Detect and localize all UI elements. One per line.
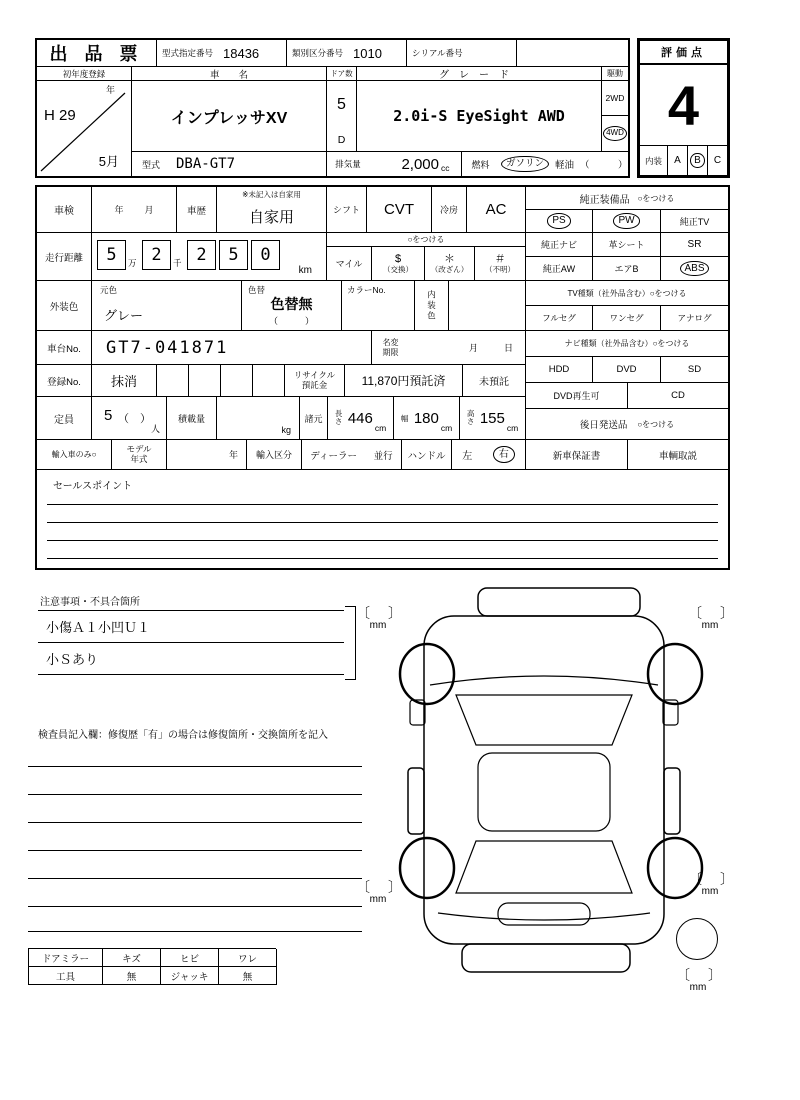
hood-line bbox=[430, 676, 658, 685]
import-class-label: 輸入区分 bbox=[247, 440, 302, 470]
first-reg-year-unit: 年 bbox=[105, 85, 115, 95]
inspector-line-3 bbox=[28, 822, 362, 823]
mm-unit: mm bbox=[689, 982, 707, 993]
first-registration-body bbox=[37, 81, 131, 176]
wheel-front-left bbox=[400, 644, 454, 704]
mm-unit: mm bbox=[369, 894, 387, 905]
rear-deck bbox=[498, 903, 590, 925]
navi-hdd: HDD bbox=[526, 357, 593, 383]
equip-airbag: エアB bbox=[593, 257, 661, 281]
sales-line-2 bbox=[47, 522, 718, 523]
grade-header: グレード bbox=[357, 67, 601, 81]
model-code-value: 18436 bbox=[223, 45, 260, 61]
interior-grade-c: C bbox=[713, 155, 722, 166]
displacement-unit-cell: cc bbox=[439, 152, 462, 176]
evaluation-score: 4 bbox=[667, 73, 700, 137]
first-reg-era: H 29 bbox=[44, 107, 76, 124]
recycle-not-deposited: 未預託 bbox=[463, 365, 525, 397]
mileage-km-unit: km bbox=[298, 265, 312, 276]
import-dealer: ディーラー bbox=[310, 450, 358, 462]
inspector-note: 検査員記入欄：修復歴「有」の場合は修復箇所・交換箇所を記入 bbox=[38, 730, 328, 741]
inspector-line-7 bbox=[28, 931, 362, 932]
evaluation-box bbox=[637, 38, 730, 178]
class-code-value: 1010 bbox=[353, 45, 382, 61]
main-table bbox=[35, 185, 730, 570]
model-code-label: 型式指定番号 bbox=[162, 48, 214, 58]
doors-header: ドア数 bbox=[327, 67, 356, 81]
rear-bumper bbox=[462, 944, 630, 972]
color-change-value: 色替無 bbox=[270, 296, 313, 312]
notes-title: 注意事項・不具合箇所 bbox=[40, 597, 140, 608]
reg-box-4 bbox=[221, 365, 253, 397]
rocker-right bbox=[664, 768, 680, 834]
width-unit: cm bbox=[440, 423, 453, 433]
base-color-value: グレー bbox=[104, 308, 144, 323]
base-color-label: 元色 bbox=[100, 285, 118, 295]
navi-dvd: DVD bbox=[593, 357, 661, 383]
tv-type-title: TV種類（社外品含む）○をつける bbox=[526, 281, 728, 306]
equipment-title-row bbox=[526, 187, 728, 210]
mileage-tamper-cell bbox=[425, 247, 475, 281]
evaluation-header: 評価点 bbox=[640, 41, 727, 65]
later-shipping-label: 後日発送品 bbox=[579, 420, 628, 431]
history-value: 自家用 bbox=[248, 208, 294, 226]
model-year-cell bbox=[167, 440, 247, 470]
reg-no-label: 登録No. bbox=[37, 365, 92, 397]
reg-box-2 bbox=[157, 365, 189, 397]
color-no-label: カラーNo. bbox=[347, 285, 386, 295]
equip-leather: 革シート bbox=[593, 233, 661, 257]
inspector-line-5 bbox=[28, 878, 362, 879]
color-no-cell bbox=[342, 281, 415, 331]
color-change-cell bbox=[242, 281, 342, 331]
tools-r2c4: 無 bbox=[219, 967, 277, 985]
mileage-man-unit: 万 bbox=[128, 258, 137, 268]
first-registration-label: 初年度登録 bbox=[62, 68, 106, 79]
load-cell bbox=[217, 397, 300, 440]
color-change-paren: （ ） bbox=[268, 316, 314, 326]
inspector-line-4 bbox=[28, 850, 362, 851]
handle-left: 左 bbox=[462, 451, 473, 462]
recycle-deposited: 11,870円預託済 bbox=[345, 365, 463, 397]
displacement-label-cell: 排気量 bbox=[335, 159, 361, 169]
mileage-label: 走行距離 bbox=[37, 233, 92, 281]
interior-color-label: 内装色 bbox=[426, 289, 437, 322]
mileage-mile-cell: マイル bbox=[327, 247, 372, 281]
serial-label: シリアル番号 bbox=[412, 48, 463, 58]
sales-line-1 bbox=[47, 504, 718, 505]
tv-fullseg: フルセグ bbox=[526, 306, 593, 331]
measure-bottom-right bbox=[688, 871, 736, 897]
note-text-1: 小傷Ａ１小凹Ｕ１ bbox=[46, 620, 151, 635]
inspector-line-2 bbox=[28, 794, 362, 795]
import-only-label: 輸入車のみ○ bbox=[37, 440, 112, 470]
later-shipping-note: ○をつける bbox=[637, 419, 675, 429]
drive-4wd: 4WD bbox=[602, 116, 628, 151]
shift-label: シフト bbox=[327, 187, 367, 233]
windshield bbox=[456, 695, 632, 745]
model-year-unit: 年 bbox=[228, 450, 238, 460]
tools-r2c2: 無 bbox=[103, 967, 161, 985]
tv-oneseg: ワンセグ bbox=[593, 306, 661, 331]
measure-top-right bbox=[688, 605, 736, 631]
form-title-text: 出 品 票 bbox=[49, 44, 144, 64]
mileage-digit-4: 5 bbox=[219, 240, 248, 270]
tamper-symbol: ＊ bbox=[444, 252, 455, 265]
car-top-view-diagram bbox=[358, 583, 736, 983]
length-value: 446 bbox=[347, 409, 373, 427]
shaken-label: 車検 bbox=[37, 187, 92, 233]
mm-unit: mm bbox=[701, 620, 719, 631]
capacity-unit: 人 bbox=[150, 424, 160, 434]
vehicle-manual: 車輌取説 bbox=[628, 440, 728, 470]
unknown-note: （不明） bbox=[485, 264, 515, 274]
drive-header: 駆動 bbox=[602, 67, 628, 81]
interior-grade-a: A bbox=[668, 146, 688, 175]
equipment-title: 純正装備品 bbox=[579, 194, 630, 206]
grade-col bbox=[357, 67, 602, 152]
bracket-glyph: 〔 〕 bbox=[356, 879, 404, 895]
first-reg-month: 5月 bbox=[98, 154, 119, 169]
rename-deadline-label: 名変 期限 bbox=[372, 331, 409, 365]
exchange-note: （交換） bbox=[383, 264, 413, 274]
car-name-label: 車 名 bbox=[209, 69, 248, 81]
tools-r2c1: 工具 bbox=[29, 967, 103, 985]
length-cell bbox=[328, 397, 394, 440]
equip-abs: ABS bbox=[661, 257, 728, 281]
interior-grade-row bbox=[640, 145, 727, 175]
drive-col bbox=[602, 67, 628, 152]
reg-no-value: 抹消 bbox=[92, 365, 157, 397]
color-label: 外装色 bbox=[37, 281, 92, 331]
bracket-glyph: 〔 〕 bbox=[688, 871, 736, 887]
fuel-label-cell: 燃料 bbox=[471, 159, 490, 170]
height-cell bbox=[460, 397, 525, 440]
car-body bbox=[424, 616, 664, 944]
equip-sr: SR bbox=[661, 233, 728, 257]
dvd-play: DVD再生可 bbox=[526, 383, 628, 409]
roof bbox=[478, 753, 610, 831]
interior-grade-label: 内装 bbox=[640, 146, 668, 175]
color-change-label: 色替 bbox=[248, 285, 266, 295]
front-bumper bbox=[478, 588, 640, 616]
width-label: 幅 bbox=[400, 413, 409, 423]
first-registration-cell bbox=[37, 67, 132, 176]
length-unit: cm bbox=[374, 423, 387, 433]
bracket-glyph: 〔 〕 bbox=[688, 605, 736, 621]
note-text-2: 小Ｓあり bbox=[46, 652, 99, 667]
shift-value: CVT bbox=[367, 187, 432, 233]
displacement-value-cell: 2,000 bbox=[401, 155, 439, 173]
equip-aw: 純正AW bbox=[526, 257, 593, 281]
measure-top-left bbox=[356, 605, 404, 631]
height-label: 高さ bbox=[466, 408, 475, 426]
car-name-value: インプレッサXV bbox=[170, 109, 288, 127]
mileage-digits-cell bbox=[92, 233, 327, 281]
note-line-mid bbox=[38, 642, 344, 643]
mm-unit: mm bbox=[701, 886, 719, 897]
cool-value: AC bbox=[467, 187, 525, 233]
mileage-digit-1: 5 bbox=[97, 240, 126, 270]
fuel-value-cell bbox=[499, 152, 628, 176]
chassis-value: GT7-041871 bbox=[92, 331, 372, 365]
handle-cell bbox=[452, 440, 525, 470]
grade-value: 2.0i-S EyeSight AWD bbox=[393, 107, 565, 125]
model-year-label: モデル 年式 bbox=[112, 440, 167, 470]
unknown-symbol: ＃ bbox=[494, 252, 506, 265]
capacity-label: 定員 bbox=[37, 397, 92, 440]
inspector-line-1 bbox=[28, 766, 362, 767]
spec-label: 諸元 bbox=[300, 397, 328, 440]
rocker-left bbox=[408, 768, 424, 834]
base-color-cell bbox=[92, 281, 242, 331]
shaken-year-unit: 年 bbox=[114, 205, 124, 215]
class-code-cell bbox=[287, 40, 407, 67]
mileage-circle-note: ○をつける bbox=[327, 233, 525, 247]
rename-month-unit: 月 bbox=[468, 343, 478, 353]
model-value-cell: DBA-GT7 bbox=[170, 152, 327, 176]
shaken-date-cell bbox=[92, 187, 177, 233]
import-parallel: 並行 bbox=[373, 450, 393, 462]
sales-point-label: セールスポイント bbox=[53, 481, 133, 492]
interior-grade-b: B bbox=[688, 146, 708, 175]
reg-box-5 bbox=[253, 365, 285, 397]
tools-r1c1: ドアミラー bbox=[29, 949, 103, 967]
equip-navi: 純正ナビ bbox=[526, 233, 593, 257]
length-label: 長さ bbox=[334, 408, 343, 426]
mileage-digit-3: 2 bbox=[187, 240, 216, 270]
rename-deadline-cell bbox=[409, 331, 525, 365]
trunk-line bbox=[438, 913, 650, 920]
history-cell bbox=[217, 187, 327, 233]
model-label-cell: 型式 bbox=[141, 159, 160, 170]
chassis-label: 車台No. bbox=[37, 331, 92, 365]
equipment-circle-note: ○をつける bbox=[637, 193, 675, 203]
model-code-cell bbox=[157, 40, 287, 67]
tools-r1c3: ヒビ bbox=[161, 949, 219, 967]
capacity-paren: （ ） bbox=[118, 413, 151, 425]
interior-color-cell bbox=[415, 281, 449, 331]
car-name-col bbox=[132, 67, 327, 152]
mileage-exchange-cell bbox=[372, 247, 425, 281]
tools-r1c2: キズ bbox=[103, 949, 161, 967]
capacity-value-cell bbox=[92, 397, 167, 440]
import-type-cell bbox=[302, 440, 402, 470]
interior-color-empty bbox=[449, 281, 525, 331]
doors-unit: D bbox=[337, 133, 346, 146]
warranty-book: 新車保証書 bbox=[526, 440, 628, 470]
tv-analog: アナログ bbox=[661, 306, 728, 331]
measure-bottom-left bbox=[356, 879, 404, 905]
note-line-bottom bbox=[38, 674, 344, 675]
doors-col bbox=[327, 67, 357, 152]
recycle-label: リサイクル 預託金 bbox=[285, 365, 345, 397]
bracket-glyph: 〔 〕 bbox=[356, 605, 404, 621]
history-label: 車歴 bbox=[177, 187, 217, 233]
drive-2wd: 2WD bbox=[602, 81, 628, 116]
tools-r2c3: ジャッキ bbox=[161, 967, 219, 985]
cd: CD bbox=[628, 383, 728, 409]
tamper-note: （改ざん） bbox=[430, 264, 469, 274]
note-line-top bbox=[38, 610, 344, 611]
mm-unit: mm bbox=[369, 620, 387, 631]
reg-box-3 bbox=[189, 365, 221, 397]
car-name-header bbox=[132, 67, 326, 81]
load-unit: kg bbox=[281, 425, 291, 435]
inspector-line-6 bbox=[28, 906, 362, 907]
height-unit: cm bbox=[506, 423, 519, 433]
equip-tv: 純正TV bbox=[661, 210, 728, 233]
header-empty-cell bbox=[517, 40, 628, 67]
first-registration-header bbox=[37, 67, 131, 81]
fuel-diesel: 軽油 bbox=[555, 160, 575, 171]
load-label: 積載量 bbox=[167, 397, 217, 440]
form-title bbox=[37, 40, 157, 67]
width-value: 180 bbox=[413, 409, 439, 427]
mileage-digit-2: 2 bbox=[142, 240, 171, 270]
wheel-front-right bbox=[648, 644, 702, 704]
cool-label: 冷房 bbox=[432, 187, 467, 233]
serial-cell bbox=[407, 40, 517, 67]
shaken-month-unit: 月 bbox=[144, 205, 154, 215]
sales-line-4 bbox=[47, 558, 718, 559]
capacity-value: 5 bbox=[104, 407, 113, 424]
fuel-gasoline: ガソリン bbox=[501, 156, 549, 173]
measure-bottom-extra bbox=[676, 967, 724, 993]
mileage-digit-5: 0 bbox=[251, 240, 280, 270]
mileage-sen-unit: 千 bbox=[173, 258, 182, 268]
exchange-symbol: $ bbox=[394, 252, 402, 265]
tools-table bbox=[28, 948, 276, 985]
rear-window bbox=[456, 841, 632, 893]
handle-label: ハンドル bbox=[402, 440, 452, 470]
note-closing-bracket bbox=[345, 606, 356, 680]
equip-pw: PW bbox=[593, 210, 661, 233]
handle-right: 右 bbox=[493, 446, 515, 464]
navi-sd: SD bbox=[661, 357, 728, 383]
history-note: ※未記入は自家用 bbox=[242, 190, 301, 199]
rename-day-unit: 日 bbox=[503, 343, 513, 353]
spare-wheel-circle bbox=[676, 918, 718, 960]
fuel-paren: （ ） bbox=[580, 160, 628, 171]
later-shipping-row bbox=[526, 409, 728, 440]
top-info-table bbox=[35, 38, 630, 178]
doors-value: 5 bbox=[337, 95, 346, 113]
navi-type-title: ナビ種類（社外品含む）○をつける bbox=[526, 331, 728, 357]
mileage-unknown-cell bbox=[475, 247, 525, 281]
sales-line-3 bbox=[47, 540, 718, 541]
class-code-label: 類別区分番号 bbox=[292, 48, 344, 58]
equip-ps: PS bbox=[526, 210, 593, 233]
tools-r1c4: ワレ bbox=[219, 949, 277, 967]
wheel-rear-left bbox=[400, 838, 454, 898]
height-value: 155 bbox=[479, 409, 505, 427]
bracket-glyph: 〔 〕 bbox=[676, 967, 724, 983]
width-cell bbox=[394, 397, 460, 440]
